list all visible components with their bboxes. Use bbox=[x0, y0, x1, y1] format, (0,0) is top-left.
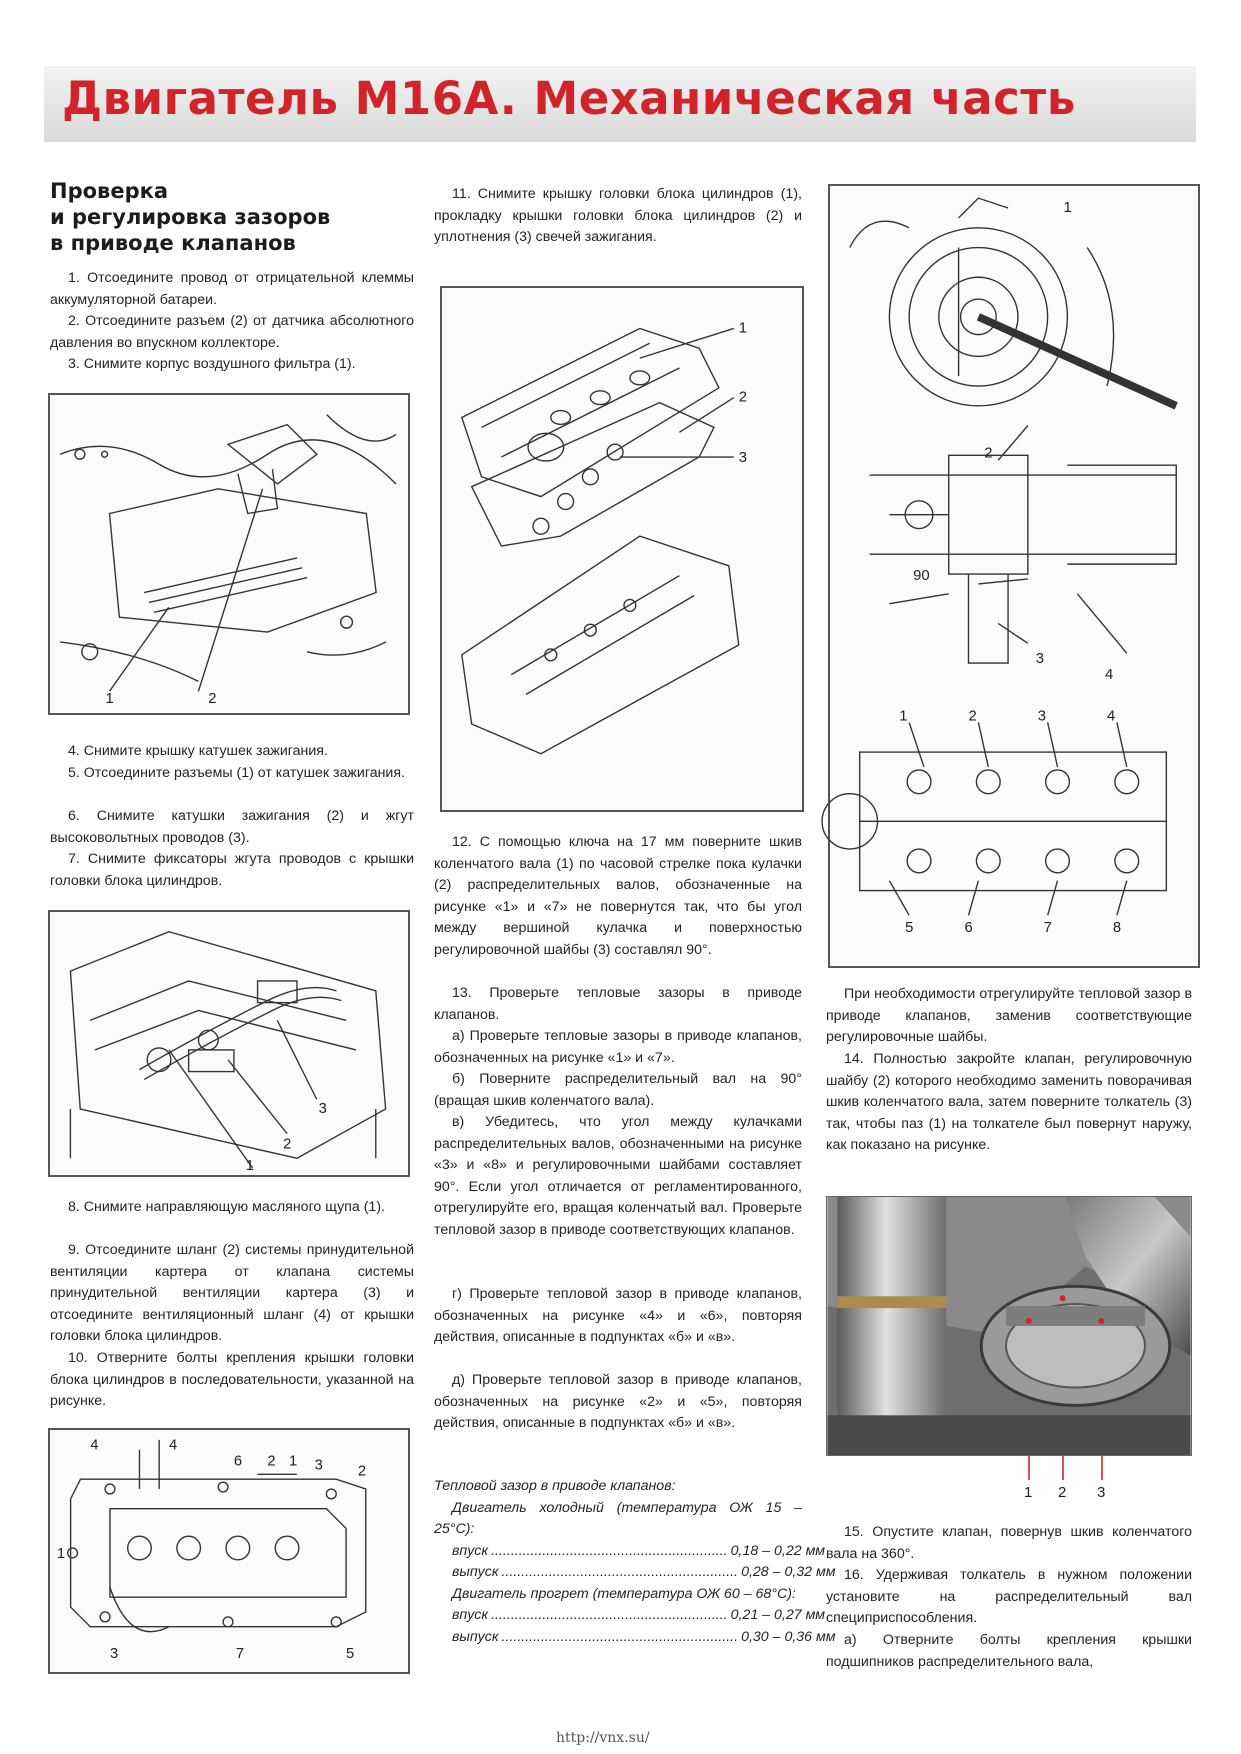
callout-3: 3 bbox=[1097, 1484, 1106, 1501]
step-4: 4. Снимите крышку катушек зажигания. bbox=[68, 743, 328, 759]
callout-6: 6 bbox=[964, 920, 973, 937]
callout-2: 2 bbox=[208, 691, 217, 708]
callout-1: 1 bbox=[105, 691, 114, 708]
callout-7: 7 bbox=[235, 1646, 245, 1663]
figure-cover-bolts bbox=[48, 1428, 410, 1674]
callout-1: 1 bbox=[1024, 1484, 1033, 1501]
step-3: 3. Снимите корпус воздушного фильтра (1). bbox=[68, 356, 356, 372]
callout-2: 2 bbox=[738, 389, 747, 406]
step-16: 16. Удерживая толкатель в нужном положении установите на распределительный вал специприспособления. bbox=[826, 1567, 1192, 1626]
step-14: 14. Полностью закройте клапан, регулировочную шайбу (2) которого необходимо заменить поворачивая шкив коленчатого вала, затем поверните толкатель (3) так, чтобы паз (1) на толкателе был повернут наружу, как показано на рисунке. bbox=[826, 1051, 1192, 1153]
callout-3: 3 bbox=[318, 1100, 327, 1117]
leader-dots: ............................................................ bbox=[491, 1542, 728, 1559]
callout-5: 5 bbox=[346, 1646, 355, 1663]
callout-4: 4 bbox=[1106, 708, 1116, 725]
callout-3: 3 bbox=[109, 1646, 119, 1663]
clearance-title: Тепловой зазор в приводе клапанов: bbox=[434, 1478, 676, 1494]
footer-url: http://vnx.su/ bbox=[556, 1730, 650, 1746]
clearance-warm-label: Двигатель прогрет (температура ОЖ 60 – 68°С): bbox=[452, 1585, 796, 1602]
step-7: 7. Снимите фиксаторы жгута проводов с крышки головки блока цилиндров. bbox=[50, 851, 414, 889]
leader-dots: ............................................................ bbox=[501, 1628, 739, 1645]
step-5: 5. Отсоедините разъемы (1) от катушек зажигания. bbox=[68, 765, 405, 781]
step-10: 10. Отверните болты крепления крышки головки блока цилиндров в последовательности, указанной на рисунке. bbox=[50, 1350, 414, 1409]
callout-3: 3 bbox=[738, 449, 747, 466]
figure-cylinder-head-cover bbox=[440, 286, 804, 812]
callout-8: 8 bbox=[1112, 920, 1122, 937]
callout-1: 1 bbox=[245, 1158, 254, 1175]
clearance-warm-intake-value: 0,21 – 0,27 мм bbox=[730, 1607, 826, 1623]
page-title: Двигатель M16A. Механическая часть bbox=[62, 72, 1076, 125]
clearance-cold-intake-value: 0,18 – 0,22 мм bbox=[730, 1542, 826, 1559]
step-9: 9. Отсоедините шланг (2) системы принудительной вентиляции картера от клапана системы принудительной вентиляции картера (3) и отсоедините вентиляционный шланг (4) от крышки головки блока цилиндров. bbox=[50, 1242, 414, 1344]
callout-1: 1 bbox=[56, 1545, 66, 1562]
callout-6: 6 bbox=[233, 1453, 243, 1470]
callout-4: 4 bbox=[168, 1437, 178, 1454]
callout-90: 90 bbox=[913, 567, 930, 584]
callout-3: 3 bbox=[1037, 708, 1046, 725]
step-13: 13. Проверьте тепловые зазоры в приводе клапанов. bbox=[434, 985, 802, 1023]
figure-crankshaft-camshaft bbox=[828, 184, 1200, 968]
leader-dots: ............................................................ bbox=[501, 1564, 739, 1580]
clearance-cold-label: Двигатель холодный (температура ОЖ 15 – 25°С): bbox=[434, 1499, 802, 1537]
callout-2: 2 bbox=[968, 708, 977, 725]
callout-2: 2 bbox=[984, 445, 993, 462]
leader-dots: ............................................................ bbox=[491, 1607, 728, 1623]
step-12: 12. С помощью ключа на 17 мм поверните шкив коленчатого вала (1) по часовой стрелке пока кулачки (2) распределительных валов, обозначенные на рисунке «1» и «7» не повернутся так, что бы угол между вершиной кулачка и поверхностью регулировочной шайбы (3) составлял 90°. bbox=[434, 834, 802, 958]
clearance-warm-intake-row bbox=[434, 1605, 826, 1627]
section-heading-line: в приводе клапанов bbox=[50, 231, 296, 255]
step-13d: д) Проверьте тепловой зазор в приводе клапанов, обозначенных на рисунке «2» и «5», повторяя действия, описанные в подпунктах «б» и «в». bbox=[434, 1372, 802, 1431]
callout-1: 1 bbox=[738, 320, 747, 337]
callout-4: 4 bbox=[1105, 666, 1114, 683]
callout-2: 2 bbox=[267, 1453, 276, 1470]
clearance-cold-intake-label: впуск bbox=[452, 1542, 489, 1559]
clearance-cold-intake-row bbox=[434, 1541, 826, 1563]
crankshaft-camshaft-drawing bbox=[830, 186, 1198, 966]
clearance-warm-intake-label: впуск bbox=[452, 1607, 489, 1623]
clearance-warm-exhaust-row bbox=[434, 1627, 836, 1649]
clearance-cold-exhaust-label: выпуск bbox=[452, 1564, 499, 1580]
callout-1: 1 bbox=[1063, 199, 1072, 216]
callout-7: 7 bbox=[1043, 920, 1052, 937]
clearance-cold-exhaust-row bbox=[434, 1562, 836, 1584]
clearance-spec bbox=[434, 1476, 836, 1648]
step-8: 8. Снимите направляющую масляного щупа (1). bbox=[68, 1199, 385, 1215]
section-heading-line: Проверка bbox=[50, 179, 169, 203]
clearance-warm-exhaust-label: выпуск bbox=[452, 1628, 499, 1645]
figure-tappet-photo bbox=[826, 1196, 1192, 1456]
callout-2: 2 bbox=[1058, 1484, 1067, 1501]
adjust-note: При необходимости отрегулируйте тепловой зазор в приводе клапанов, заменив соответствующие регулировочные шайбы. bbox=[826, 986, 1192, 1045]
tappet-photo-drawing bbox=[827, 1197, 1191, 1455]
figure-air-filter bbox=[48, 393, 410, 715]
air-filter-drawing bbox=[50, 395, 408, 713]
step-11: 11. Снимите крышку головки блока цилиндров (1), прокладку крышки головки блока цилиндров (2) и уплотнения (3) свечей зажигания. bbox=[434, 186, 802, 245]
section-heading-line: и регулировка зазоров bbox=[50, 205, 331, 229]
clearance-warm-exhaust-value: 0,30 – 0,36 мм bbox=[741, 1628, 836, 1645]
step-13g: г) Проверьте тепловой зазор в приводе клапанов, обозначенных на рисунке «4» и «6», повторяя действия, описанные в подпунктах «б» и «в». bbox=[434, 1286, 802, 1345]
step-13c: в) Убедитесь, что угол между кулачками распределительных валов, обозначенными на рисунке «3» и «8» и регулировочными шайбами составляет 90°. Если угол отличается от регламентированного, отрегулируйте его, вращая коленчатый вал. Проверьте тепловой зазор в приводе соответствующих клапанов. bbox=[434, 1114, 802, 1238]
step-16a: а) Отверните болты крепления крышки подшипников распределительного вала, bbox=[826, 1632, 1192, 1670]
figure-ignition-coils bbox=[48, 910, 410, 1177]
callout-3: 3 bbox=[1035, 651, 1045, 668]
cylinder-head-cover-drawing bbox=[442, 288, 802, 810]
step-13a: а) Проверьте тепловые зазоры в приводе клапанов, обозначенных на рисунке «1» и «7». bbox=[434, 1028, 802, 1066]
callout-4: 4 bbox=[90, 1437, 99, 1454]
callout-1: 1 bbox=[899, 708, 908, 725]
callout-2: 2 bbox=[357, 1463, 367, 1480]
step-1: 1. Отсоедините провод от отрицательной клеммы аккумуляторной батареи. bbox=[50, 270, 414, 308]
section-heading bbox=[50, 178, 410, 256]
step-2: 2. Отсоедините разъем (2) от датчика абсолютного давления во впускном коллекторе. bbox=[50, 313, 414, 351]
callout-3: 3 bbox=[314, 1457, 323, 1474]
tappet-photo-callouts bbox=[826, 1456, 1192, 1500]
clearance-cold-exhaust-value: 0,28 – 0,32 мм bbox=[741, 1564, 836, 1580]
callout-5: 5 bbox=[905, 920, 914, 937]
step-13b: б) Поверните распределительный вал на 90° (вращая шкив коленчатого вала). bbox=[434, 1071, 802, 1109]
step-6: 6. Снимите катушки зажигания (2) и жгут высоковольтных проводов (3). bbox=[50, 808, 414, 846]
step-15: 15. Опустите клапан, повернув шкив коленчатого вала на 360°. bbox=[826, 1524, 1192, 1562]
callout-1: 1 bbox=[289, 1453, 298, 1470]
cover-bolts-drawing bbox=[50, 1430, 408, 1672]
ignition-coils-drawing bbox=[50, 912, 408, 1175]
callout-2: 2 bbox=[283, 1136, 292, 1153]
